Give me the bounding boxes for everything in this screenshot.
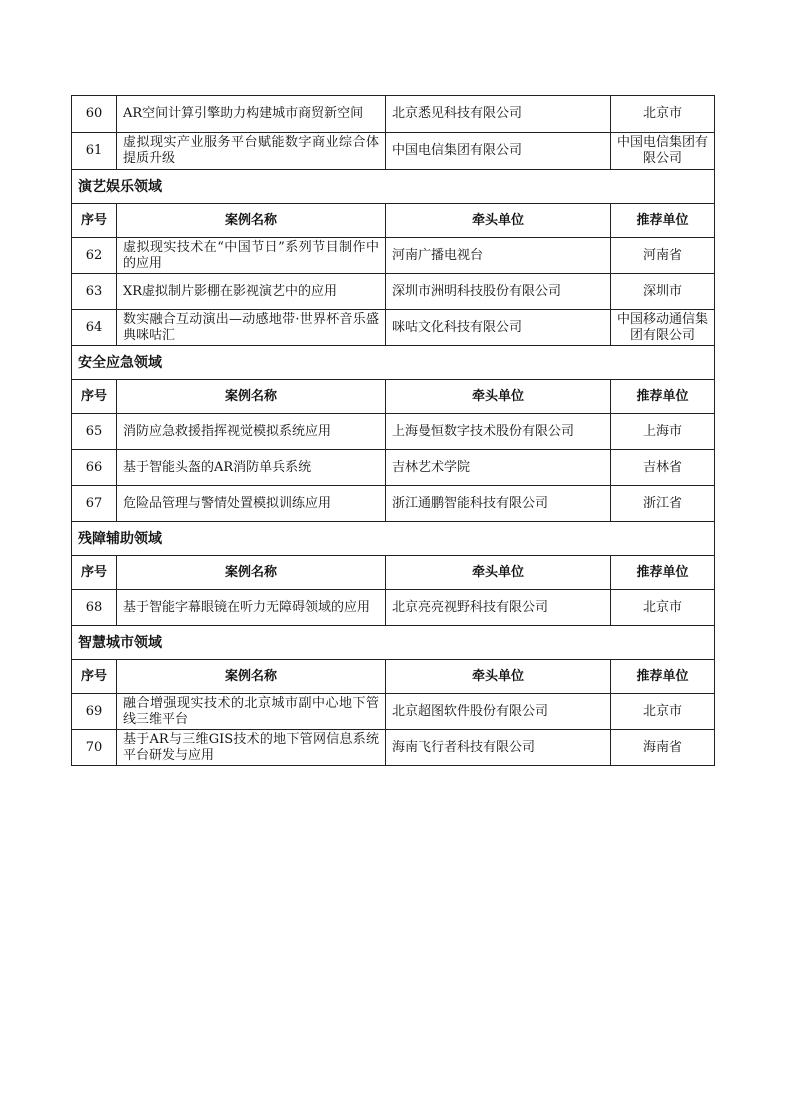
header-num: 序号 [72, 660, 117, 694]
table-row [72, 694, 715, 730]
header-name: 案例名称 [117, 204, 386, 238]
table-row [72, 274, 715, 310]
recommending-unit: 北京市 [611, 694, 715, 730]
case-name: 消防应急救援指挥视觉模拟系统应用 [117, 414, 386, 450]
header-row [72, 380, 715, 414]
lead-unit: 北京悉见科技有限公司 [386, 96, 611, 133]
lead-unit: 中国电信集团有限公司 [386, 133, 611, 170]
header-num: 序号 [72, 380, 117, 414]
case-name: XR虚拟制片影棚在影视演艺中的应用 [117, 274, 386, 310]
case-name: 基于智能字幕眼镜在听力无障碍领域的应用 [117, 590, 386, 626]
row-number: 69 [72, 694, 117, 730]
row-number: 65 [72, 414, 117, 450]
lead-unit: 吉林艺术学院 [386, 450, 611, 486]
header-lead: 牵头单位 [386, 556, 611, 590]
header-num: 序号 [72, 204, 117, 238]
recommending-unit: 河南省 [611, 238, 715, 274]
row-number: 64 [72, 310, 117, 346]
header-num: 序号 [72, 556, 117, 590]
recommending-unit: 上海市 [611, 414, 715, 450]
lead-unit: 河南广播电视台 [386, 238, 611, 274]
header-name: 案例名称 [117, 556, 386, 590]
table-row [72, 238, 715, 274]
recommending-unit: 北京市 [611, 96, 715, 133]
case-name: 融合增强现实技术的北京城市副中心地下管线三维平台 [117, 694, 386, 730]
section-title: 智慧城市领域 [72, 626, 715, 660]
table-row [72, 590, 715, 626]
lead-unit: 浙江通鹏智能科技有限公司 [386, 486, 611, 522]
table-row [72, 450, 715, 486]
case-name: 基于AR与三维GIS技术的地下管网信息系统平台研发与应用 [117, 730, 386, 766]
section-row [72, 346, 715, 380]
recommending-unit: 浙江省 [611, 486, 715, 522]
recommending-unit: 中国移动通信集团有限公司 [611, 310, 715, 346]
section-row [72, 170, 715, 204]
lead-unit: 北京超图软件股份有限公司 [386, 694, 611, 730]
case-name: AR空间计算引擎助力构建城市商贸新空间 [117, 96, 386, 133]
header-lead: 牵头单位 [386, 380, 611, 414]
header-rec: 推荐单位 [611, 660, 715, 694]
header-row [72, 204, 715, 238]
header-rec: 推荐单位 [611, 556, 715, 590]
section-title: 演艺娱乐领域 [72, 170, 715, 204]
header-name: 案例名称 [117, 380, 386, 414]
row-number: 70 [72, 730, 117, 766]
lead-unit: 北京亮亮视野科技有限公司 [386, 590, 611, 626]
lead-unit: 海南飞行者科技有限公司 [386, 730, 611, 766]
header-rec: 推荐单位 [611, 204, 715, 238]
case-name: 数实融合互动演出—动感地带·世界杯音乐盛典咪咕汇 [117, 310, 386, 346]
section-row [72, 626, 715, 660]
row-number: 63 [72, 274, 117, 310]
row-number: 68 [72, 590, 117, 626]
recommending-unit: 中国电信集团有限公司 [611, 133, 715, 170]
table-row [72, 486, 715, 522]
case-name: 危险品管理与警情处置模拟训练应用 [117, 486, 386, 522]
header-row [72, 556, 715, 590]
table-row [72, 730, 715, 766]
table-row [72, 133, 715, 170]
section-row [72, 522, 715, 556]
row-number: 62 [72, 238, 117, 274]
header-lead: 牵头单位 [386, 204, 611, 238]
row-number: 66 [72, 450, 117, 486]
table-row [72, 96, 715, 133]
lead-unit: 深圳市洲明科技股份有限公司 [386, 274, 611, 310]
case-list-table [71, 95, 715, 766]
recommending-unit: 北京市 [611, 590, 715, 626]
section-title: 残障辅助领域 [72, 522, 715, 556]
table-row [72, 414, 715, 450]
header-lead: 牵头单位 [386, 660, 611, 694]
recommending-unit: 吉林省 [611, 450, 715, 486]
lead-unit: 咪咕文化科技有限公司 [386, 310, 611, 346]
header-row [72, 660, 715, 694]
table-row [72, 310, 715, 346]
case-name: 虚拟现实产业服务平台赋能数字商业综合体提质升级 [117, 133, 386, 170]
recommending-unit: 深圳市 [611, 274, 715, 310]
header-name: 案例名称 [117, 660, 386, 694]
row-number: 67 [72, 486, 117, 522]
case-name: 虚拟现实技术在“中国节日”系列节目制作中的应用 [117, 238, 386, 274]
header-rec: 推荐单位 [611, 380, 715, 414]
case-name: 基于智能头盔的AR消防单兵系统 [117, 450, 386, 486]
section-title: 安全应急领域 [72, 346, 715, 380]
row-number: 61 [72, 133, 117, 170]
lead-unit: 上海曼恒数字技术股份有限公司 [386, 414, 611, 450]
recommending-unit: 海南省 [611, 730, 715, 766]
row-number: 60 [72, 96, 117, 133]
